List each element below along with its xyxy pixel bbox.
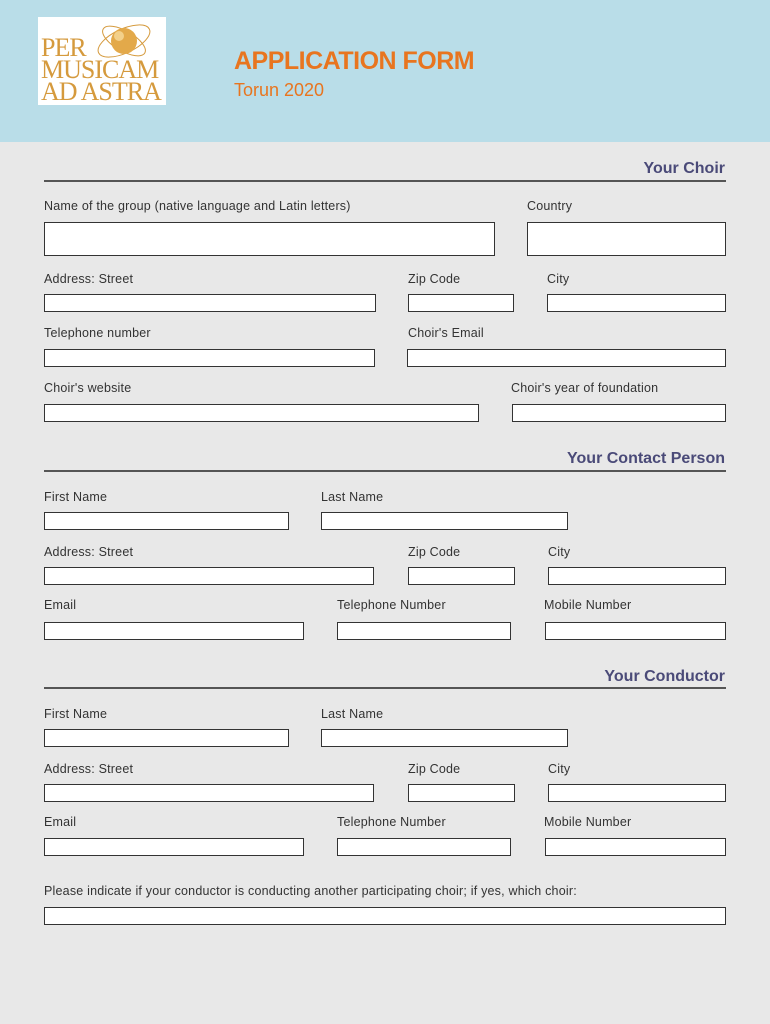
choir-email-label: Choir's Email [408, 326, 484, 340]
section-divider [44, 470, 726, 472]
other-choir-field[interactable] [44, 907, 726, 925]
contact-last-name-field[interactable] [321, 512, 568, 530]
conductor-street-field[interactable] [44, 784, 374, 802]
choir-zip-label: Zip Code [408, 272, 461, 286]
contact-city-label: City [548, 545, 571, 559]
country-label: Country [527, 199, 573, 213]
contact-telephone-field[interactable] [337, 622, 511, 640]
festival-logo [38, 17, 166, 105]
form-title: APPLICATION FORM [234, 47, 475, 75]
contact-first-name-field[interactable] [44, 512, 289, 530]
conductor-email-label: Email [44, 815, 77, 829]
conductor-email-field[interactable] [44, 838, 304, 856]
group-name-field[interactable] [44, 222, 495, 256]
foundation-year-label: Choir's year of foundation [511, 381, 659, 395]
choir-email-field[interactable] [407, 349, 726, 367]
conductor-street-label: Address: Street [44, 762, 134, 776]
choir-city-field[interactable] [547, 294, 726, 312]
contact-zip-label: Zip Code [408, 545, 461, 559]
conductor-mobile-label: Mobile Number [544, 815, 632, 829]
form-subtitle: Torun 2020 [234, 80, 325, 100]
choir-website-field[interactable] [44, 404, 479, 422]
conductor-city-label: City [548, 762, 571, 776]
choir-telephone-label: Telephone number [44, 326, 151, 340]
contact-last-name-label: Last Name [321, 490, 384, 504]
foundation-year-field[interactable] [512, 404, 726, 422]
logo-line-2: MUSICAM [41, 55, 159, 84]
section-divider [44, 180, 726, 182]
contact-mobile-label: Mobile Number [544, 598, 632, 612]
contact-email-label: Email [44, 598, 77, 612]
conductor-mobile-field[interactable] [545, 838, 726, 856]
contact-street-field[interactable] [44, 567, 374, 585]
country-field[interactable] [527, 222, 726, 256]
conductor-city-field[interactable] [548, 784, 726, 802]
choir-city-label: City [547, 272, 570, 286]
contact-email-field[interactable] [44, 622, 304, 640]
contact-first-name-label: First Name [44, 490, 108, 504]
conductor-last-name-label: Last Name [321, 707, 384, 721]
contact-mobile-field[interactable] [545, 622, 726, 640]
other-choir-label: Please indicate if your conductor is conducting another participating choir; if yes, which choir: [44, 884, 577, 898]
conductor-zip-field[interactable] [408, 784, 515, 802]
conductor-last-name-field[interactable] [321, 729, 568, 747]
conductor-first-name-label: First Name [44, 707, 108, 721]
choir-website-label: Choir's website [44, 381, 132, 395]
logo-line-3: AD ASTRA [41, 77, 161, 105]
section-title-choir: Your Choir [643, 160, 725, 177]
contact-city-field[interactable] [548, 567, 726, 585]
conductor-first-name-field[interactable] [44, 729, 289, 747]
choir-zip-field[interactable] [408, 294, 514, 312]
contact-street-label: Address: Street [44, 545, 134, 559]
section-divider [44, 687, 726, 689]
header-banner [0, 0, 770, 142]
choir-telephone-field[interactable] [44, 349, 375, 367]
section-title-contact: Your Contact Person [567, 450, 725, 467]
contact-telephone-label: Telephone Number [337, 598, 446, 612]
group-name-label: Name of the group (native language and Latin letters) [44, 199, 351, 213]
conductor-telephone-field[interactable] [337, 838, 511, 856]
conductor-zip-label: Zip Code [408, 762, 461, 776]
section-title-conductor: Your Conductor [604, 668, 725, 685]
choir-street-field[interactable] [44, 294, 376, 312]
logo-line-1: PER [41, 33, 86, 62]
contact-zip-field[interactable] [408, 567, 515, 585]
choir-street-label: Address: Street [44, 272, 134, 286]
conductor-telephone-label: Telephone Number [337, 815, 446, 829]
